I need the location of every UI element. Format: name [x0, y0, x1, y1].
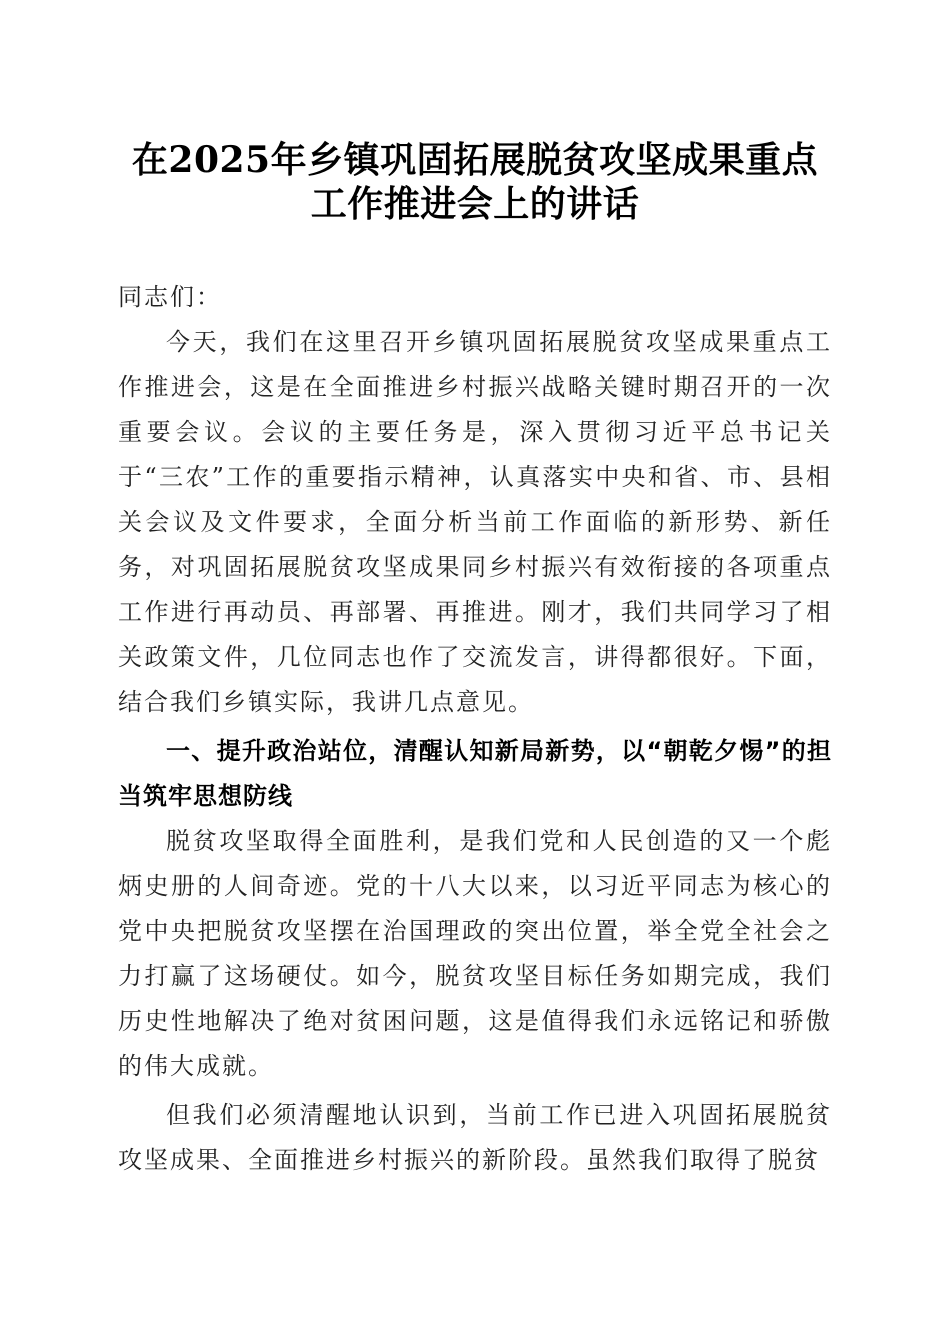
document-body [118, 275, 832, 1183]
body-paragraph: 今天，我们在这里召开乡镇巩固拓展脱贫攻坚成果重点工作推进会，这是在全面推进乡村振兴战略关键时期召开的一次重要会议。会议的主要任务是，深入贯彻习近平总书记关于“三农”工作的重要指示精神，认真落实中央和省、市、县相关会议及文件要求，全面分析当前工作面临的新形势、新任务，对巩固拓展脱贫攻坚成果同乡村振兴有效衔接的各项重点工作进行再动员、再部署、再推进。刚才，我们共同学习了相关政策文件，几位同志也作了交流发言，讲得都很好。下面，结合我们乡镇实际，我讲几点意见。 [118, 328, 832, 716]
body-paragraph: 但我们必须清醒地认识到，当前工作已进入巩固拓展脱贫攻坚成果、全面推进乡村振兴的新阶段。虽然我们取得了脱贫 [118, 1101, 832, 1174]
body-paragraph: 脱贫攻坚取得全面胜利，是我们党和人民创造的又一个彪炳史册的人间奇迹。党的十八大以来，以习近平同志为核心的党中央把脱贫攻坚摆在治国理政的突出位置，举全党全社会之力打赢了这场硬仗。如今，脱贫攻坚目标任务如期完成，我们历史性地解决了绝对贫困问题，这是值得我们永远铭记和骄傲的伟大成就。 [118, 827, 832, 1080]
salutation: 同志们： [118, 283, 222, 311]
document-title: 在2025年乡镇巩固拓展脱贫攻坚成果重点工作推进会上的讲话 [131, 139, 819, 225]
section-heading: 一、提升政治站位，清醒认知新局新势，以“朝乾夕惕”的担当筑牢思想防线 [118, 737, 832, 810]
